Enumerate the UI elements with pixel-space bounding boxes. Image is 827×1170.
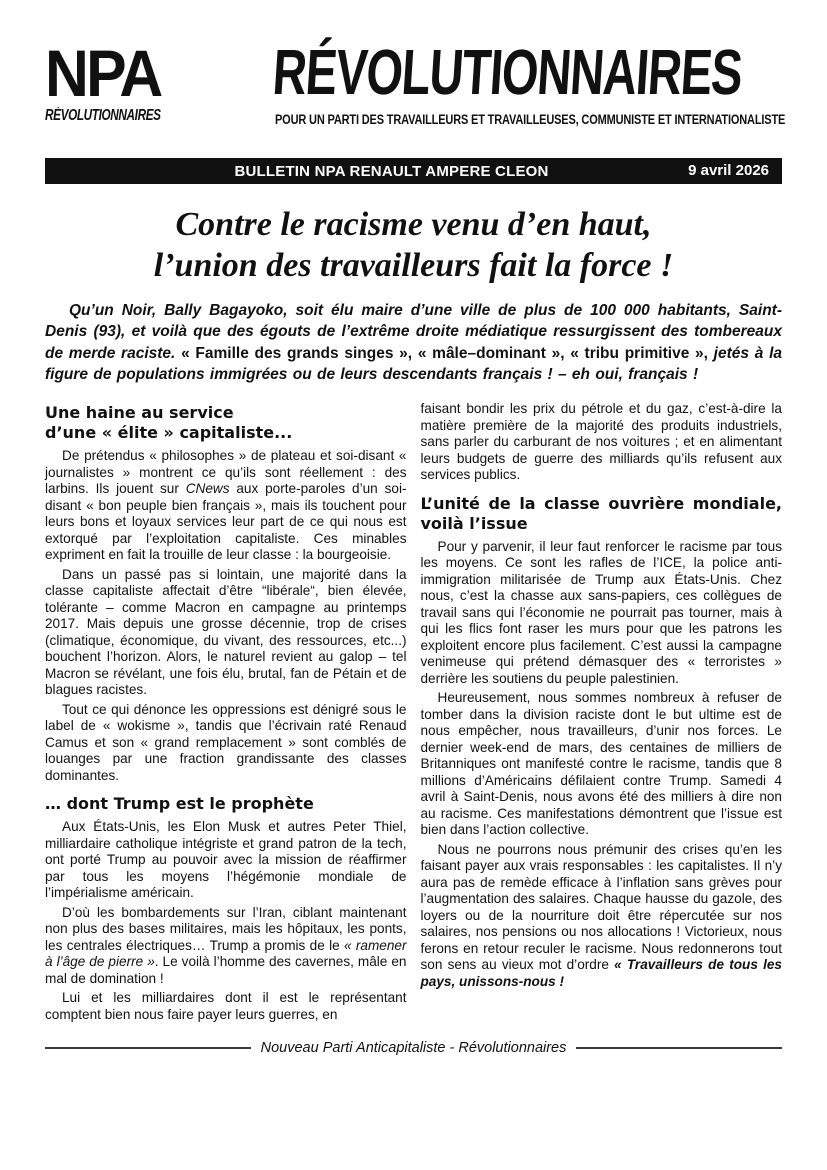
npa-logo-acronym: NPA: [45, 36, 161, 110]
section-heading-unite: [421, 494, 783, 534]
banner-date: 9 avril 2026: [688, 162, 769, 179]
page-footer: [45, 1040, 782, 1056]
slogan-bold-italic: « Travailleurs de tous les pays, unissons-nous !: [420, 957, 782, 989]
paragraph: Aux États-Unis, les Elon Musk et autres Peter Thiel, milliardaire catholique intégriste et grand patron de la tech, ont porté Trump au pouvoir avec la mission de réaffirmer par tous les moyens l’hégémonie mondiale de l’impérialisme américain.: [45, 819, 407, 901]
paragraph: Pour y parvenir, il leur faut renforcer le racisme par tous les moyens. Ce sont les rafles de l’ICE, la police anti-immigration militarisée de Trump aux États-Unis. Chez nous, c’est la chasse aux sans-papiers, ces collègues de travail sans qui l’économie ne pourrait pas tourner, mais à qui les flics font raser les murs pour que les patrons les exploitent encore plus facilement. C’est aussi la campagne venimeuse qui prétend démasquer des « terroristes » derrière les soutiens du peuple palestinien.: [420, 538, 782, 686]
paragraph-text: Nous ne pourrons nous prémunir des crises qu’en les faisant payer aux vrais responsables : les capitalistes. Il n’y aura pas de remède efficace à l’inflation sans grèves pour l’augmentation des salaires. Chaque hausse du gazole, des loyers ou de la nourriture doit être répercutée sur nos salaires, nos pensions ou nos allocations ! Victorieux, nous ferons en retour reculer le racisme. Nous redonnerons tout son sens au vieux mot d’ordre: [420, 841, 782, 973]
headline-line-2: l’union des travailleurs fait la force !: [153, 247, 674, 285]
paragraph: [421, 842, 783, 991]
footer-rule-left: [45, 1047, 251, 1049]
masthead-subtitle: POUR UN PARTI DES TRAVAILLEURS ET TRAVAILLEUSES, COMMUNISTE ET INTERNATIONALISTE: [275, 111, 786, 127]
headline-line-1: Contre le racisme venu d’en haut,: [175, 206, 652, 243]
paragraph: Lui et les milliardaires dont il est le représentant comptent bien nous faire payer leurs guerres, en: [45, 990, 407, 1022]
media-name-italic: CNews: [185, 481, 230, 497]
intro-text-end: jetés à la figure de populations immigrées ou de leurs descendants français ! – eh oui, français !: [45, 344, 783, 384]
paragraph-text: De prétendus « philosophes » de plateau et soi-disant « journalistes » montrent ce qu’ils sont réellement : des larbins. Ils jouent sur: [45, 448, 407, 497]
section-heading-haine: [45, 403, 407, 443]
paragraph: [45, 905, 407, 988]
headline: [45, 204, 782, 287]
intro-paragraph: [45, 300, 782, 386]
masthead-main: [270, 36, 786, 127]
intro-quoted-phrases: « Famille des grands singes », « mâle–dominant », « tribu primitive »,: [181, 344, 708, 362]
quote-italic: « ramener à l’âge de pierre »: [45, 937, 407, 970]
npa-logo: [45, 36, 177, 125]
paragraph: [45, 448, 407, 564]
left-column: [45, 401, 407, 1026]
article-columns: [45, 401, 782, 1026]
paragraph: Dans un passé pas si lointain, une majorité dans la classe capitaliste affectait d’être “libérale“, bien élevée, tolérante – comme Macron en campagne au printemps 2017. Mais depuis une grosse décennie, trop de crises (climatique, économique, du vivant, des ressources, etc...) bouchent l’horizon. Alors, le naturel revient au galop – tel Macron se révélant, une fois élu, brutal, fan de Pétain et de blagues racistes.: [45, 566, 407, 698]
masthead-title: RÉVOLUTIONNAIRES: [270, 36, 744, 108]
bulletin-banner: [45, 158, 782, 184]
banner-title: BULLETIN NPA RENAULT AMPERE CLEON: [234, 162, 549, 180]
paragraph: Heureusement, nous sommes nombreux à refuser de tomber dans la division raciste dont le but ultime est de nous empêcher, nous travailleurs, d’unir nos forces. Le dernier week-end de mars, des centaines de milliers de Britanniques ont manifesté contre le racisme, tandis que 8 millions d’Américains défilaient contre Trump. Samedi 4 avril à Saint-Denis, nous avons été des milliers à dire non au racisme. Ces manifestations démontrent que l’issue est bien dans l’action collective.: [420, 690, 782, 838]
footer-rule-right: [576, 1047, 782, 1049]
section-heading-trump-line1: … dont Trump est le prophète: [45, 794, 314, 814]
paragraph-text: . Le voilà l’homme des cavernes, mâle en mal de domination !: [45, 954, 407, 986]
footer-text: Nouveau Parti Anticapitaliste - Révolutionnaires: [260, 1040, 567, 1057]
section-heading-trump: [45, 794, 407, 814]
paragraph-text: D’où les bombardements sur l’Iran, ciblant maintenant non plus des bases militaires, mais les hôpitaux, les ponts, les centrales électriques… Trump a promis de le: [45, 904, 407, 953]
paragraph-text: aux porte-paroles d’un soi-disant « bon peuple bien français », mais ils touchent pour leurs bons et loyaux services leur part de ce qui nous est extorqué par l’exploitation capitaliste. Ces minables expriment en fait la trouille de leur classe : la bourgeoisie.: [45, 481, 407, 563]
masthead: [45, 36, 786, 135]
right-column: [421, 401, 783, 1026]
paragraph-continuation: faisant bondir les prix du pétrole et du gaz, c’est-à-dire la matière première de la majorité des produits industriels, sans parler du carburant de nos voitures ; et en alimentant leurs budgets de guerre des milliards qu’ils refusent aux services publics.: [420, 401, 782, 483]
section-heading-haine-line2: d’une « élite » capitaliste...: [45, 423, 293, 443]
section-heading-unite-line2: voilà l’issue: [420, 513, 528, 533]
section-heading-haine-line1: Une haine au service: [45, 403, 234, 423]
section-heading-unite-line1: L’unité de la classe ouvrière mondiale,: [420, 493, 782, 513]
npa-logo-subtitle: RÉVOLUTIONNAIRES: [45, 107, 161, 125]
paragraph: Tout ce qui dénonce les oppressions est dénigré sous le label de « wokisme », tandis que l’écrivain raté Renaud Camus et son « grand remplacement » sont comblés de louanges par une fraction grandissante des classes dominantes.: [45, 701, 407, 783]
intro-text: Qu’un Noir, Bally Bagayoko, soit élu maire d’une ville de plus de 100 000 habitants, Saint-Denis (93), et voilà que des égouts de l’extrême droite médiatique ressurgissent des tombereaux de merde raciste.: [45, 301, 782, 362]
